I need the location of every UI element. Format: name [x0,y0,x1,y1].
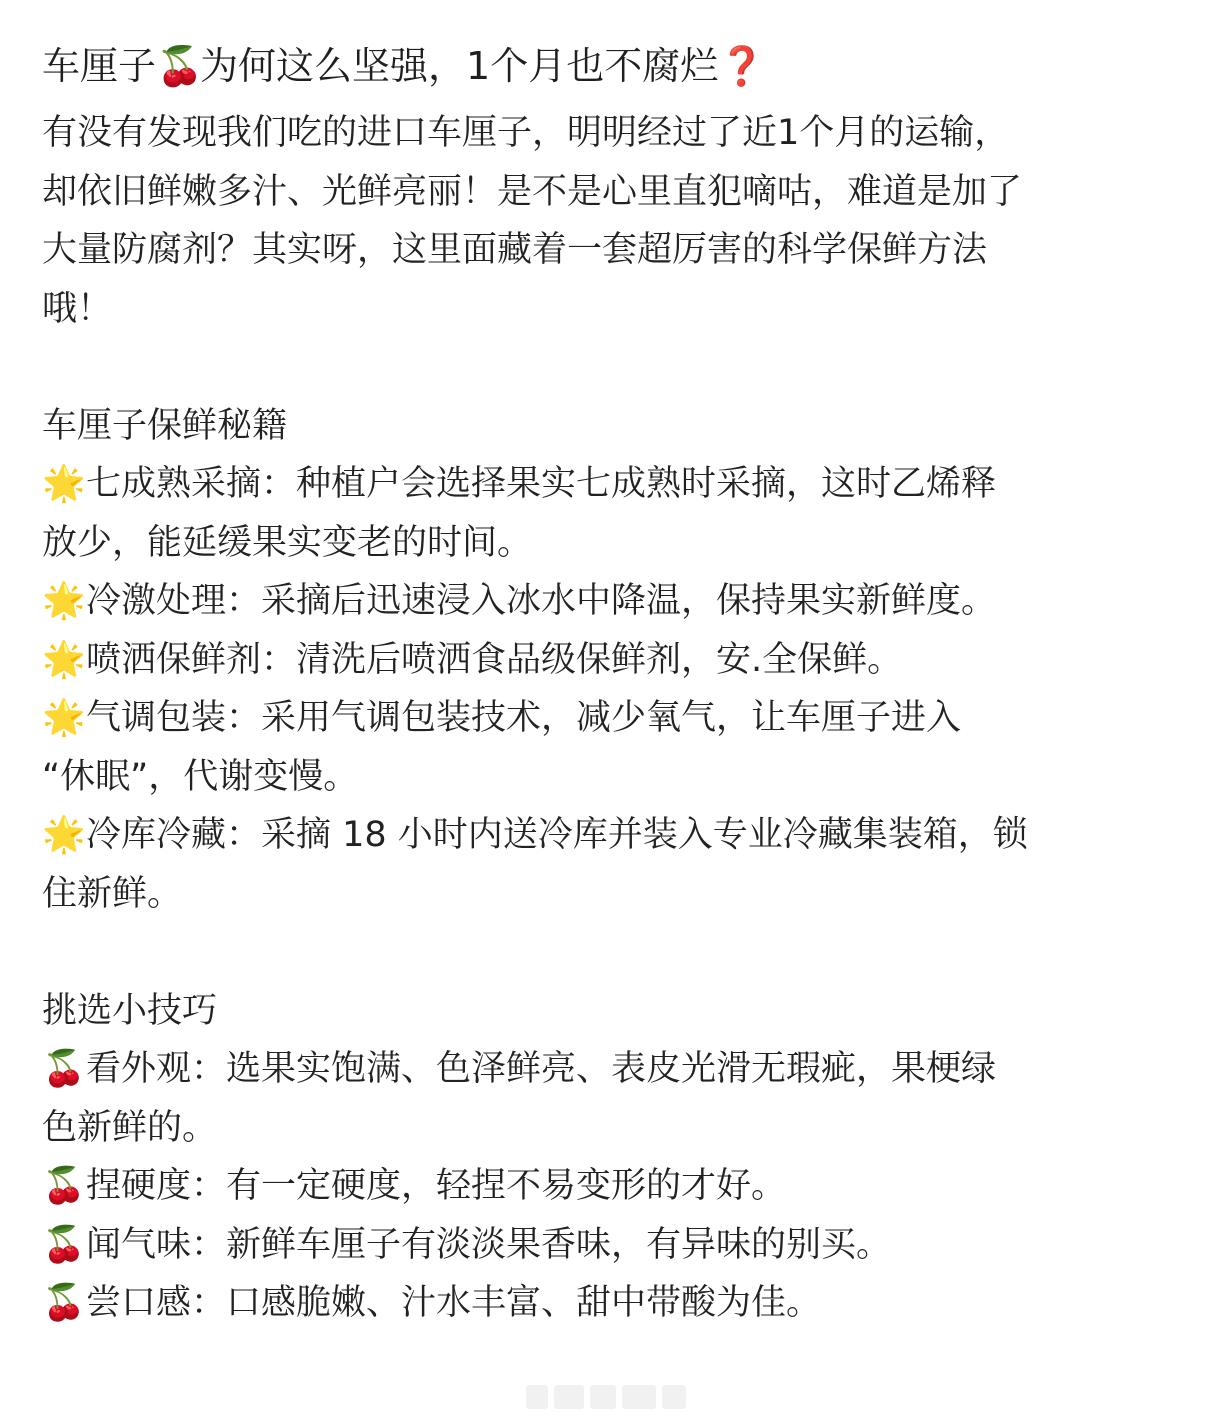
intro-line: 大量防腐剂？其实呀，这里面藏着一套超厉害的科学保鲜方法 [42,230,988,270]
list-item [42,806,1182,923]
list-item [42,689,1182,806]
preservation-heading: 车厘子保鲜秘籍 [42,405,288,446]
watermark-glyph [622,1385,656,1409]
intro-line: 哦！ [42,288,113,329]
spacer [42,923,1182,982]
list-item [42,572,1182,631]
cherry-icon: 🍒 [42,1283,86,1323]
watermark-glyph [590,1385,616,1409]
cherry-icon: 🍒 [42,1224,86,1265]
intro-line: 有没有发现我们吃的进口车厘子，明明经过了近1个月的运输， [42,113,1010,153]
list-item-text: 气调包装：采用气调包装技术，减少氧气，让车厘子进入 [86,698,962,738]
tips-list [42,1040,1182,1333]
post-content [42,38,1182,1333]
preservation-list [42,455,1182,923]
list-item-text: 喷洒保鲜剂：清洗后喷洒食品级保鲜剂，安.全保鲜。 [86,639,903,680]
list-item [42,1274,1182,1333]
watermark [526,1382,696,1412]
list-item [42,455,1182,572]
star-icon: 🌟 [42,698,86,738]
list-item-text: 捏硬度：有一定硬度，轻捏不易变形的才好。 [86,1166,787,1206]
list-item-text: 七成熟采摘：种植户会选择果实七成熟时采摘，这时乙烯释 [86,464,997,504]
title-text-part1: 车厘子 [42,44,157,88]
cherry-icon: 🍒 [42,1049,86,1089]
star-icon: 🌟 [42,639,86,680]
list-item-text: 冷激处理：采摘后迅速浸入冰水中降温，保持果实新鲜度。 [86,581,997,621]
star-icon: 🌟 [42,464,86,504]
list-item [42,1157,1182,1216]
star-icon: 🌟 [42,581,86,621]
intro-paragraph [42,104,1182,338]
list-item-text: 放少，能延缓果实变老的时间。 [42,522,533,563]
watermark-glyph [662,1385,686,1409]
list-item-text: 色新鲜的。 [42,1107,218,1148]
list-item-text: 尝口感：口感脆嫩、汁水丰富、甜中带酸为佳。 [86,1283,822,1323]
list-item-text: “休眠”，代谢变慢。 [42,756,359,797]
list-item [42,631,1182,690]
list-item-text: 闻气味：新鲜车厘子有淡淡果香味，有异味的别买。 [86,1224,892,1265]
intro-line: 却依旧鲜嫩多汁、光鲜亮丽！是不是心里直犯嘀咕，难道是加了 [42,171,1023,212]
list-item-text: 住新鲜。 [42,873,183,914]
watermark-glyph [554,1385,584,1409]
cherry-icon: 🍒 [156,44,204,88]
list-item-text: 看外观：选果实饱满、色泽鲜亮、表皮光滑无瑕疵，果梗绿 [86,1049,997,1089]
tips-heading: 挑选小技巧 [42,990,218,1031]
spacer [42,338,1182,397]
list-item [42,1040,1182,1157]
list-item-text: 冷库冷藏：采摘 18 小时内送冷库并装入专业冷藏集装箱，锁 [86,815,1028,855]
cherry-icon: 🍒 [42,1166,86,1206]
star-icon: 🌟 [42,815,86,855]
post-title [42,38,1182,94]
title-text-part2: 为何这么坚强，1个月也不腐烂 [200,44,719,88]
watermark-glyph [526,1385,548,1409]
list-item [42,1216,1182,1275]
question-mark-icon: ❓ [718,44,766,88]
